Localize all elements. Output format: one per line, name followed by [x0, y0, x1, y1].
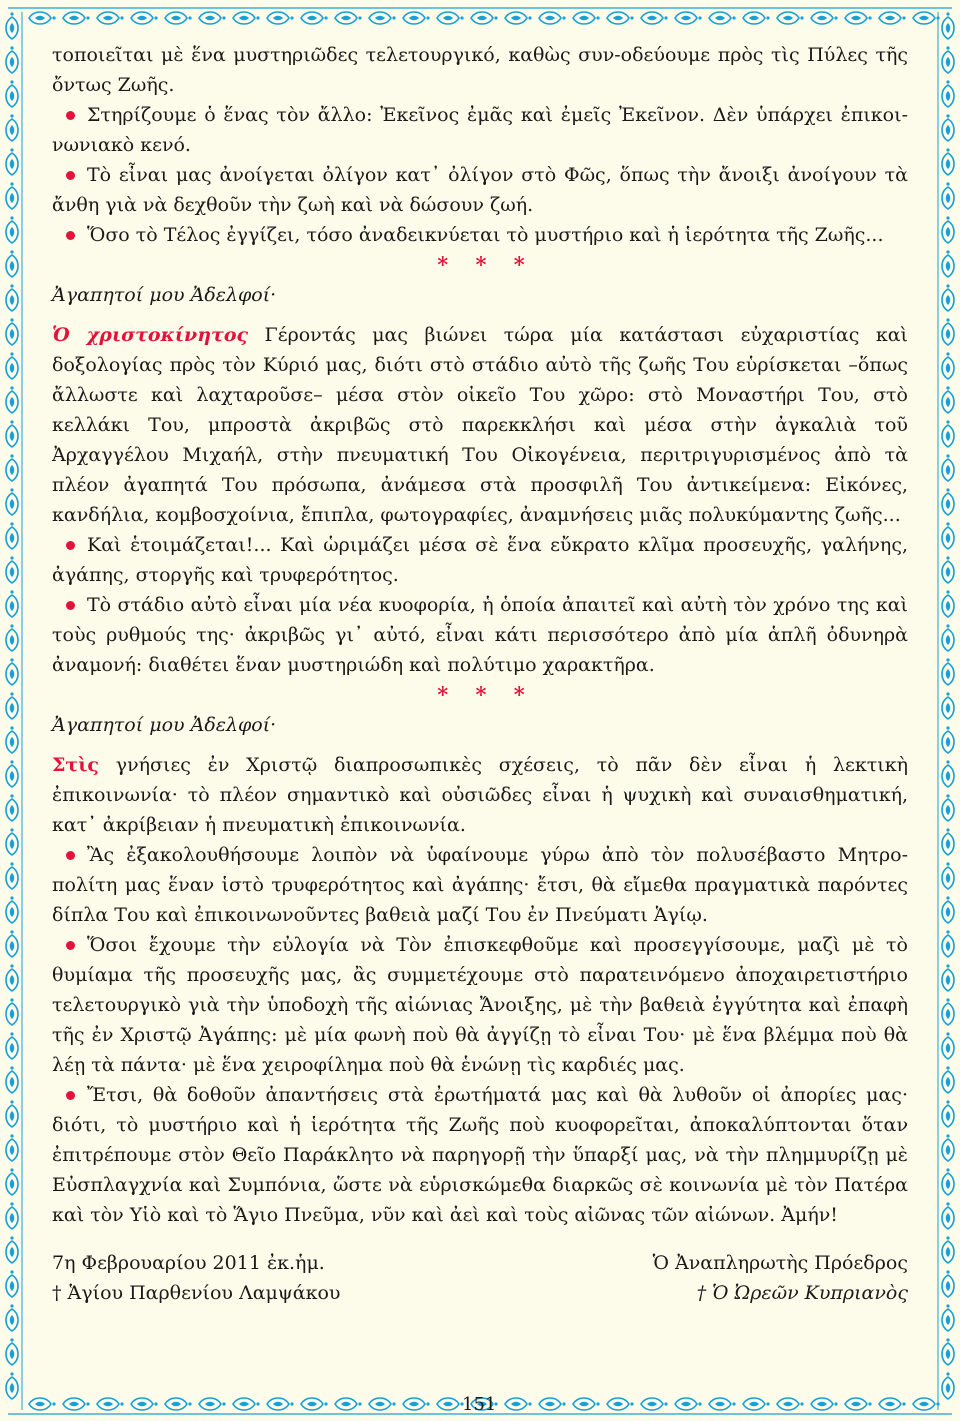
border-ornament: [437, 12, 464, 24]
border-ornament: [369, 12, 396, 24]
border-ornament: [942, 114, 954, 141]
border-ornament: [6, 1304, 18, 1331]
border-ornament: [6, 1236, 18, 1263]
bullet-icon: [66, 941, 75, 950]
border-ornament: [709, 12, 736, 24]
border-ornament: [6, 386, 18, 413]
border-ornament: [29, 12, 56, 24]
border-ornament: [942, 794, 954, 821]
paragraph-continuation: τοποιεῖται μὲ ἕνα μυστηριῶδες τελετουργικό, καθὼς συν-οδεύουμε πρὸς τὶς Πύλες τῆς ὄντως Ζωῆς.: [52, 44, 908, 96]
signature-name: † Ὁ Ὠρεῶν Κυπριανὸς: [696, 1282, 908, 1304]
border-ornament: [942, 1270, 954, 1297]
border-ornament: [505, 12, 532, 24]
border-ornament: [913, 1398, 940, 1410]
bullet-text: Ὅσο τὸ Τέλος ἐγγίζει, τόσο ἀναδεικνύεται τὸ μυστήριο καὶ ἡ ἱερότητα τῆς Ζωῆς...: [87, 224, 884, 246]
bullet-icon: [66, 111, 75, 120]
border-ornament: [403, 1398, 430, 1410]
border-ornament: [6, 454, 18, 481]
border-ornament: [942, 1134, 954, 1161]
border-ornament: [6, 420, 18, 447]
border-ornament: [641, 1398, 668, 1410]
bullet-icon: [66, 1091, 75, 1100]
border-ornament: [641, 12, 668, 24]
border-ornament: [942, 454, 954, 481]
border-ornament: [267, 12, 294, 24]
border-ornament: [675, 1398, 702, 1410]
border-ornament: [942, 828, 954, 855]
page-text: [52, 40, 908, 1312]
bullet-text: Ἂς ἐξακολουθήσουμε λοιπὸν νὰ ὑφαίνουμε γύρω ἀπὸ τὸν πολυσέβαστο Μητρο-πολίτη μας ἕναν ἱστὸ τρυφερότητος καὶ ἀγάπης· ἔτσι, θὰ εἴμεθα πραγματικὰ παρόντες δίπλα Του καὶ ἐπικοινωνοῦντες βαθειὰ μαζί Του ἐν Πνεύματι Ἁγίῳ.: [52, 844, 908, 926]
page-number: 151: [462, 1394, 497, 1415]
lead-phrase: Ὁ χριστοκίνητος: [52, 324, 249, 346]
border-ornament: [6, 1066, 18, 1093]
bullet-icon: [66, 171, 75, 180]
border-ornament: [6, 1372, 18, 1399]
border-ornament: [6, 352, 18, 379]
border-ornament: [335, 12, 362, 24]
border-ornament: [845, 12, 872, 24]
border-ornament: [942, 148, 954, 175]
border-ornament: [6, 726, 18, 753]
border-ornament: [301, 12, 328, 24]
border-ornament: [573, 1398, 600, 1410]
bullet-icon: [66, 231, 75, 240]
border-ornament: [607, 12, 634, 24]
border-ornament: [6, 998, 18, 1025]
border-ornament: [6, 556, 18, 583]
border-ornament: [6, 148, 18, 175]
border-ornament: [573, 12, 600, 24]
bullet-paragraph: [52, 160, 908, 220]
border-ornament: [335, 1398, 362, 1410]
paragraph-text: γνήσιες ἐν Χριστῷ διαπροσωπικὲς σχέσεις, τὸ πᾶν δὲν εἶναι ἡ λεκτικὴ ἐπικοινωνία· τὸ πλέον σημαντικὸ καὶ οὐσιῶδες εἶναι ἡ ψυχικὴ καὶ συναισθηματική, κατ᾽ ἀκρίβειαν ἡ πνευματικὴ ἐπικοινωνία.: [52, 754, 908, 836]
bullet-text: Ὅσοι ἔχουμε τὴν εὐλογία νὰ Τὸν ἐπισκεφθοῦμε καὶ προσεγγίσουμε, μαζὶ μὲ τὸ θυμίαμα τῆς προσευχῆς μας, ἂς συμμετέχουμε στὸ παρατεινόμενο ἀποχαιρετιστήριο τελετουργικὸ γιὰ τὴν ὑποδοχὴ τῆς αἰώνιας Ἄνοιξης, μὲ τὴν βαθειὰ ἐγγύτητα καὶ ἐπαφὴ τῆς ἐν Χριστῷ Ἀγάπης: μὲ μία φωνὴ ποὺ θὰ ἀγγίζῃ τὸ εἶναι Του· μὲ ἕνα βλέμμα ποὺ θὰ λέῃ τὰ πάντα· μὲ ἕνα χειροφίλημα ποὺ θὰ ἑνώνῃ τὶς καρδιές μας.: [52, 934, 908, 1076]
border-ornament: [675, 12, 702, 24]
border-ornament: [942, 556, 954, 583]
border-ornament: [6, 964, 18, 991]
border-ornament: [942, 420, 954, 447]
border-ornament: [6, 794, 18, 821]
border-ornament: [811, 12, 838, 24]
bullet-icon: [66, 541, 75, 550]
border-ornament: [942, 46, 954, 73]
border-ornament: [942, 1338, 954, 1365]
greeting: Ἀγαπητοί μου Ἀδελφοί·: [52, 284, 277, 306]
border-ornament: [942, 488, 954, 515]
bullet-text: Ἔτσι, θὰ δοθοῦν ἀπαντήσεις στὰ ἐρωτήματά μας καὶ θὰ λυθοῦν οἱ ἀπορίες μας· διότι, τὸ μυστήριο καὶ ἡ ἱερότητα τῆς Ζωῆς ποὺ κυοφορεῖται, ἀποκαλύπτονται ὅταν ἐπιτρέπουμε στὸν Θεῖο Παράκλητο νὰ παρηγορῇ τὴν ὕπαρξί μας, νὰ τὴν πλημμυρίζῃ μὲ Εὐσπλαγχνία καὶ Συμπόνια, ὥστε νὰ εὑρισκώμεθα διαρκῶς σὲ κοινωνία μὲ τὸν Πατέρα καὶ τὸν Υἱὸ καὶ τὸ Ἅγιο Πνεῦμα, νῦν καὶ ἀεὶ καὶ τοὺς αἰῶνας τῶν αἰώνων. Ἀμήν!: [52, 1084, 908, 1226]
border-ornament: [942, 692, 954, 719]
border-ornament: [539, 12, 566, 24]
border-ornament: [6, 522, 18, 549]
border-ornament: [165, 12, 192, 24]
section-divider: * * *: [437, 682, 535, 707]
signature-feast: † Ἁγίου Παρθενίου Λαμψάκου: [52, 1282, 341, 1304]
paragraph: [52, 320, 908, 530]
border-ornament: [942, 284, 954, 311]
border-ornament: [267, 1398, 294, 1410]
border-ornament: [6, 46, 18, 73]
border-ornament: [301, 1398, 328, 1410]
border-ornament: [942, 1372, 954, 1399]
border-ornament: [6, 216, 18, 243]
border-ornament: [942, 1032, 954, 1059]
border-ornament: [6, 658, 18, 685]
bullet-paragraph: [52, 530, 908, 590]
border-ornament: [6, 80, 18, 107]
bullet-paragraph: [52, 840, 908, 930]
bullet-icon: [66, 851, 75, 860]
signature-block: [52, 1248, 908, 1312]
border-ornament: [403, 12, 430, 24]
border-ornament: [942, 930, 954, 957]
border-ornament: [6, 828, 18, 855]
border-ornament: [29, 1398, 56, 1410]
border-ornament: [97, 1398, 124, 1410]
border-ornament: [942, 182, 954, 209]
border-ornament: [131, 12, 158, 24]
border-ornament: [942, 590, 954, 617]
border-ornament: [743, 1398, 770, 1410]
border-ornament: [942, 726, 954, 753]
border-ornament: [6, 1032, 18, 1059]
border-ornament: [709, 1398, 736, 1410]
border-ornament: [6, 862, 18, 889]
border-ornament: [942, 522, 954, 549]
border-ornament: [6, 1202, 18, 1229]
border-ornament: [942, 964, 954, 991]
bullet-paragraph: [52, 590, 908, 680]
border-ornament: [6, 318, 18, 345]
bullet-text: Στηρίζουμε ὁ ἕνας τὸν ἄλλο: Ἐκεῖνος ἐμᾶς καὶ ἐμεῖς Ἐκεῖνον. Δὲν ὑπάρχει ἐπικοι-νωνιακὸ κενό.: [52, 104, 908, 156]
border-ornament: [6, 1134, 18, 1161]
border-ornament: [199, 1398, 226, 1410]
border-ornament: [6, 1270, 18, 1297]
border-ornament: [6, 1168, 18, 1195]
border-ornament: [97, 12, 124, 24]
bullet-paragraph: [52, 1080, 908, 1230]
border-ornament: [942, 896, 954, 923]
border-ornament: [942, 658, 954, 685]
border-ornament: [607, 1398, 634, 1410]
bullet-paragraph: [52, 100, 908, 160]
border-ornament: [6, 250, 18, 277]
border-ornament: [165, 1398, 192, 1410]
bullet-paragraph: [52, 220, 908, 250]
border-ornament: [879, 1398, 906, 1410]
border-ornament: [942, 1066, 954, 1093]
border-ornament: [777, 1398, 804, 1410]
border-ornament: [942, 1236, 954, 1263]
border-ornament: [6, 114, 18, 141]
border-ornament: [505, 1398, 532, 1410]
border-ornament: [6, 488, 18, 515]
border-ornament: [942, 998, 954, 1025]
border-ornament: [6, 1100, 18, 1127]
bullet-paragraph: [52, 930, 908, 1080]
border-ornament: [63, 1398, 90, 1410]
border-ornament: [942, 216, 954, 243]
border-ornament: [942, 760, 954, 787]
border-ornament: [942, 12, 954, 39]
border-ornament: [471, 12, 498, 24]
bullet-icon: [66, 601, 75, 610]
border-ornament: [63, 12, 90, 24]
border-ornament: [777, 12, 804, 24]
border-ornament: [6, 896, 18, 923]
border-ornament: [6, 930, 18, 957]
border-ornament: [942, 1202, 954, 1229]
border-ornament: [942, 1304, 954, 1331]
border-ornament: [6, 624, 18, 651]
border-ornament: [539, 1398, 566, 1410]
signature-right: [653, 1248, 908, 1308]
border-ornament: [6, 760, 18, 787]
border-ornament: [942, 352, 954, 379]
border-ornament: [6, 1338, 18, 1365]
border-ornament: [845, 1398, 872, 1410]
border-ornament: [942, 862, 954, 889]
border-ornament: [6, 182, 18, 209]
border-ornament: [942, 1168, 954, 1195]
border-ornament: [6, 12, 18, 39]
paragraph-text: Γέροντάς μας βιώνει τώρα μία κατάστασι εὐχαριστίας καὶ δοξολογίας πρὸς τὸν Κύριό μας, διότι στὸ στάδιο αὐτὸ τῆς ζωῆς Του εὑρίσκεται –ὅπως ἄλλωστε καὶ λαχταροῦσε– μέσα στὸν οἰκεῖο Του χῶρο: στὸ Μοναστήρι Του, στὸ κελλάκι Του, μπροστὰ ἀκριβῶς στὸ παρεκκλήσι καὶ μέσα στὴν ἀγκαλιὰ τοῦ Ἀρχαγγέλου Μιχαήλ, στὴν πνευματική Του Οἰκογένεια, περιτριγυρισμένος ἀπὸ τὰ πλέον ἀγαπητά Του πρόσωπα, ἀνάμεσα στὰ προσφιλῆ Του ἀντικείμενα: Εἰκόνες, κανδήλια, κομβοσχοίνια, ἔπιπλα, φωτογραφίες, ἀναμνήσεις μιᾶς πολυκύμαντης ζωῆς...: [52, 324, 908, 526]
border-ornament: [942, 624, 954, 651]
border-ornament: [437, 1398, 464, 1410]
border-ornament: [913, 12, 940, 24]
border-ornament: [233, 12, 260, 24]
border-ornament: [6, 284, 18, 311]
border-ornament: [131, 1398, 158, 1410]
border-ornament: [942, 386, 954, 413]
signature-left: [52, 1248, 340, 1308]
section-divider: * * *: [437, 252, 535, 277]
border-ornament: [233, 1398, 260, 1410]
border-ornament: [369, 1398, 396, 1410]
greeting: Ἀγαπητοί μου Ἀδελφοί·: [52, 714, 277, 736]
border-ornament: [942, 1100, 954, 1127]
border-ornament: [6, 692, 18, 719]
border-ornament: [879, 12, 906, 24]
border-ornament: [811, 1398, 838, 1410]
border-ornament: [942, 250, 954, 277]
signature-role: Ὁ Ἀναπληρωτὴς Πρόεδρος: [652, 1252, 908, 1274]
signature-date: 7η Φεβρουαρίου 2011 ἐκ.ἡμ.: [52, 1252, 325, 1274]
bullet-text: Καὶ ἑτοιμάζεται!... Καὶ ὡριμάζει μέσα σὲ ἕνα εὔκρατο κλῖμα προσευχῆς, γαλήνης, ἀγάπης, στοργῆς καὶ τρυφερότητος.: [52, 534, 908, 586]
border-ornament: [6, 590, 18, 617]
border-ornament: [942, 318, 954, 345]
bullet-text: Τὸ εἶναι μας ἀνοίγεται ὀλίγον κατ᾽ ὀλίγον στὸ Φῶς, ὅπως τὴν ἄνοιξι ἀνοίγουν τὰ ἄνθη γιὰ νὰ δεχθοῦν τὴν ζωὴ καὶ νὰ δώσουν ζωή.: [52, 164, 908, 216]
bullet-text: Τὸ στάδιο αὐτὸ εἶναι μία νέα κυοφορία, ἡ ὁποία ἀπαιτεῖ καὶ αὐτὴ τὸν χρόνο της καὶ τοὺς ρυθμούς της· ἀκριβῶς γι᾽ αὐτό, εἶναι κάτι περισσότερο ἀπὸ μία ἁπλῆ ὀδυνηρὰ ἀναμονή: διαθέτει ἕναν μυστηριώδη καὶ πολύτιμο χαρακτῆρα.: [52, 594, 908, 676]
paragraph: [52, 750, 908, 840]
border-ornament: [199, 12, 226, 24]
lead-word: Στὶς: [52, 754, 99, 776]
border-ornament: [743, 12, 770, 24]
border-ornament: [942, 80, 954, 107]
